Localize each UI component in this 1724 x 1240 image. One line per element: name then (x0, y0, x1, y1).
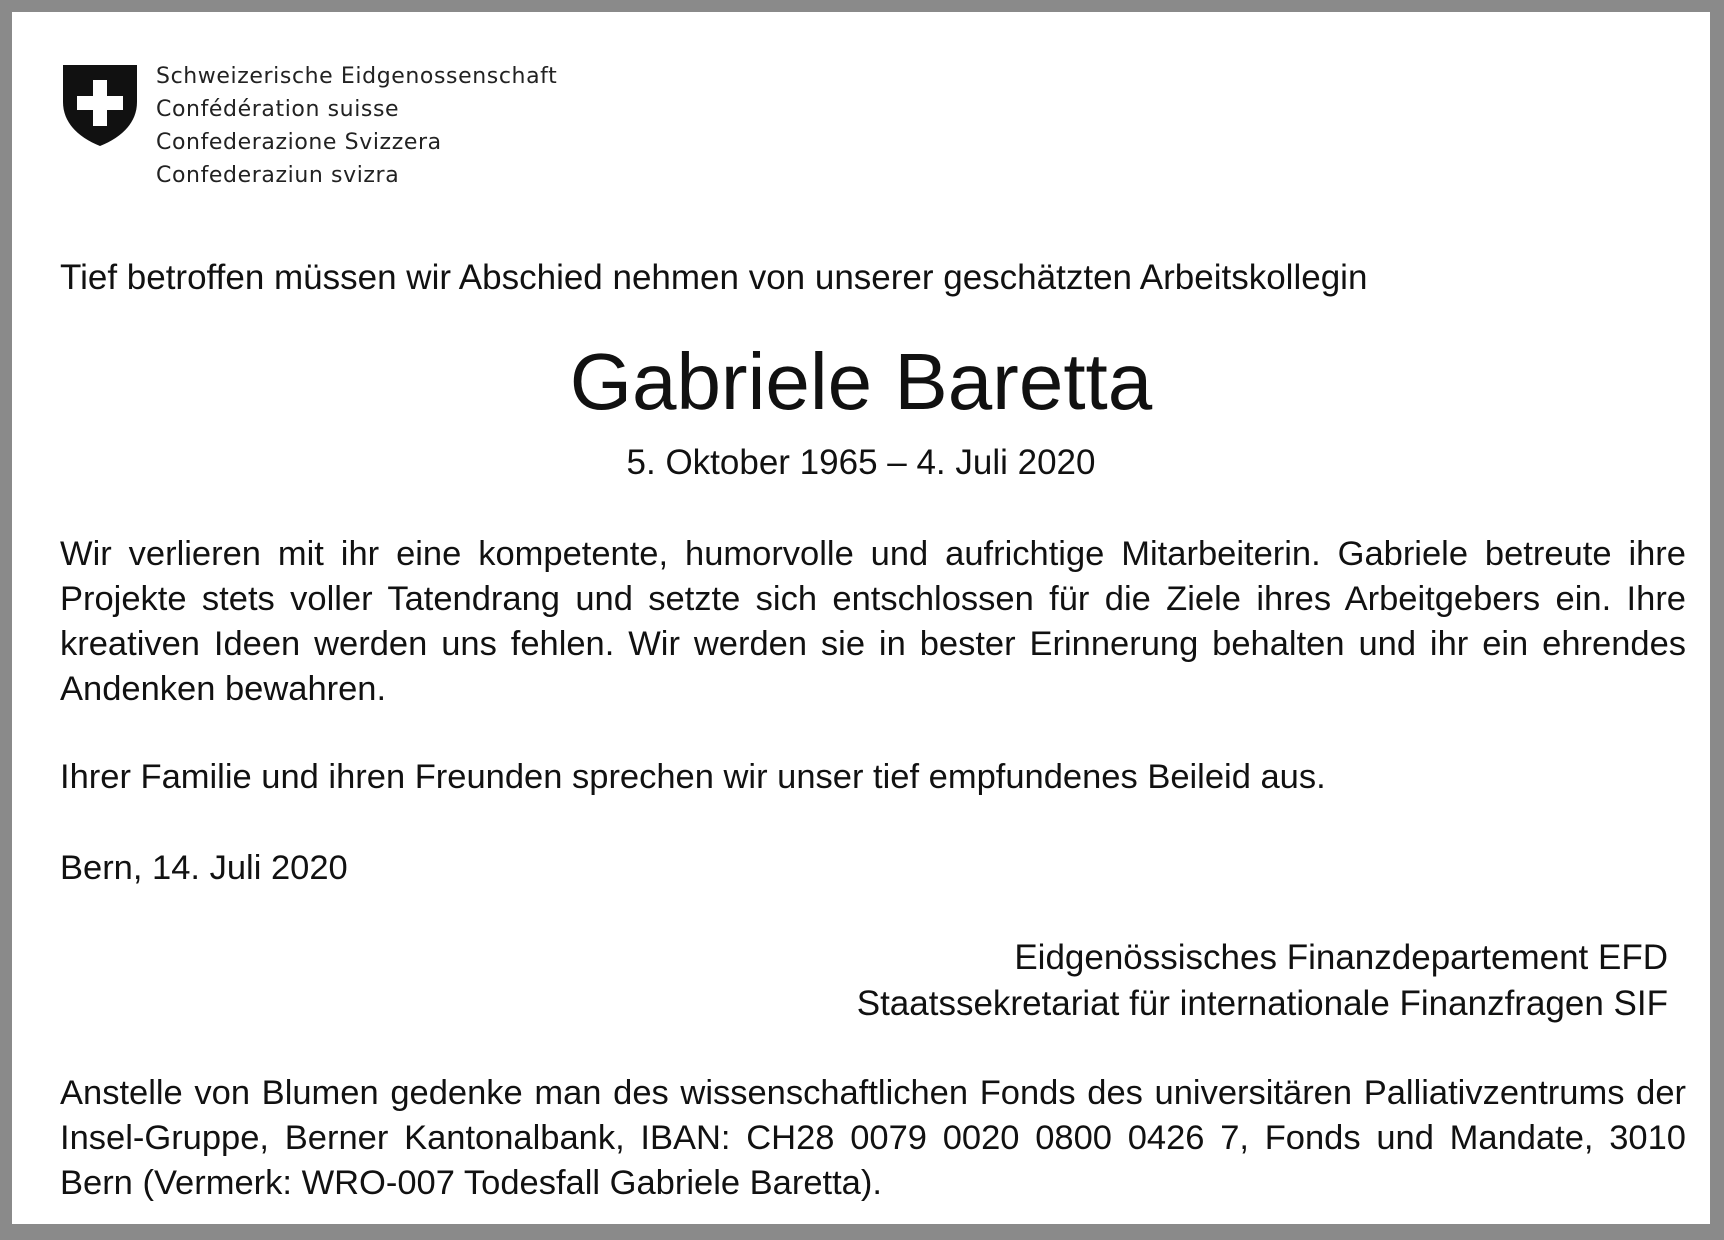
org-line-romansh: Confederaziun svizra (156, 163, 400, 188)
org-line-italian: Confederazione Svizzera (156, 130, 442, 155)
signature-block (857, 935, 1668, 1027)
life-dates: 5. Oktober 1965 – 4. Juli 2020 (626, 443, 1096, 482)
condolence-paragraph: Ihrer Familie und ihren Freunden sprechen wir unser tief empfundenes Beileid aus. (60, 758, 1326, 796)
notice-sheet (12, 12, 1710, 1224)
place-date: Bern, 14. Juli 2020 (60, 849, 348, 887)
deceased-name: Gabriele Baretta (569, 337, 1153, 426)
intro-line: Tief betroffen müssen wir Abschied nehmen von unserer geschätzten Arbeitskollegin (60, 258, 1368, 297)
org-line-french: Confédération suisse (156, 97, 400, 122)
swiss-coat-of-arms-icon (60, 62, 140, 148)
confederation-name-block (156, 60, 557, 192)
tribute-paragraph: Wir verlieren mit ihr eine kompetente, humorvolle und aufrichtige Mitarbeiterin. Gabriele betreute ihre Projekte stets voller Tatendrang und setzte sich entschlossen für die Ziele ihres Arbeitgebers ein. Ihre kreativen Ideen werden uns fehlen. Wir werden sie in bester Erinnerung behalten und ihr ein ehrendes Andenken bewahren. (60, 535, 1686, 708)
org-line-german: Schweizerische Eidgenossenschaft (156, 64, 558, 89)
donation-note: Anstelle von Blumen gedenke man des wissenschaftlichen Fonds des universitären Palliativzentrums der Insel-Gruppe, Berner Kantonalbank, IBAN: CH28 0079 0020 0800 0426 7, Fonds und Mandate, 3010 Bern (Vermerk: WRO-007 Todesfall Gabriele Baretta). (60, 1074, 1686, 1202)
signature-secretariat: Staatssekretariat für internationale Finanzfragen SIF (856, 984, 1668, 1023)
federal-header (60, 60, 557, 192)
signature-department: Eidgenössisches Finanzdepartement EFD (1014, 938, 1668, 977)
